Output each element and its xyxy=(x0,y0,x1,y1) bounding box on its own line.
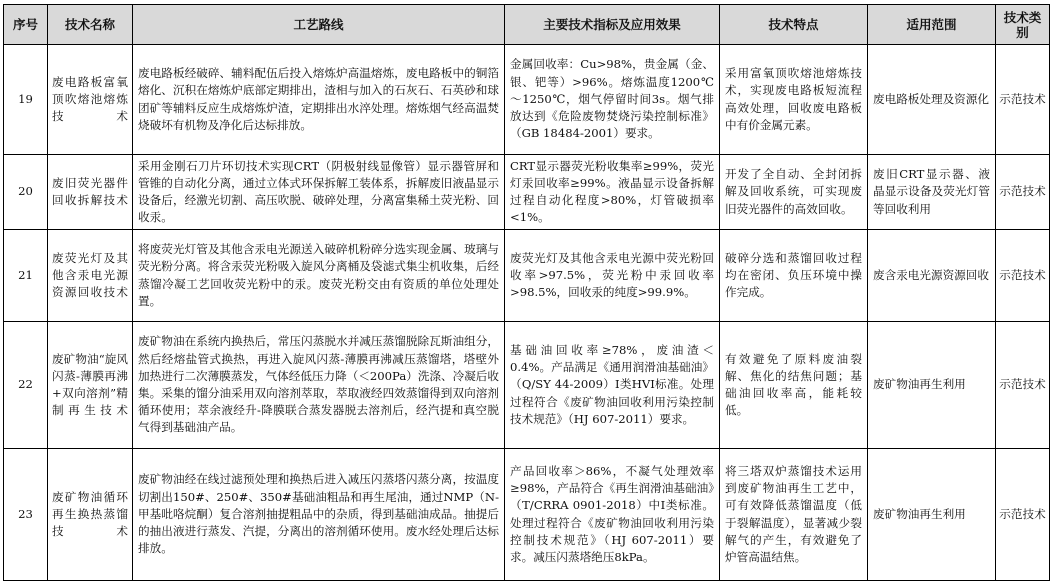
cell-no: 22 xyxy=(4,322,48,449)
cell-indicators: 金属回收率：Cu>98%，贵金属（金、银、钯等）>96%。熔炼温度1200℃～1250℃，烟气停留时间3s。烟气排放达到《危险废物焚烧污染控制标准》（GB 18484-2001）要求。 xyxy=(505,45,720,155)
cell-scope: 废电路板处理及资源化 xyxy=(868,45,996,155)
cell-category: 示范技术 xyxy=(996,230,1050,322)
cell-no: 21 xyxy=(4,230,48,322)
technology-table xyxy=(3,4,1050,581)
cell-scope: 废含汞电光源资源回收 xyxy=(868,230,996,322)
header-indicators: 主要技术指标及应用效果 xyxy=(505,5,720,45)
table-row xyxy=(4,45,1050,155)
cell-features: 有效避免了原料废油裂解、焦化的结焦问题；基础油回收率高，能耗较低。 xyxy=(720,322,868,449)
header-no: 序号 xyxy=(4,5,48,45)
table-row xyxy=(4,322,1050,449)
cell-scope: 废矿物油再生利用 xyxy=(868,322,996,449)
cell-features: 破碎分选和蒸馏回收过程均在密闭、负压环境中操作完成。 xyxy=(720,230,868,322)
cell-category: 示范技术 xyxy=(996,449,1050,581)
cell-no: 23 xyxy=(4,449,48,581)
header-name: 技术名称 xyxy=(48,5,133,45)
cell-name: 废电路板富氧顶吹熔池熔炼技术 xyxy=(48,45,133,155)
cell-scope: 废旧CRT显示器、液晶显示设备及荧光灯管等回收利用 xyxy=(868,155,996,230)
cell-name: 废旧荧光器件回收拆解技术 xyxy=(48,155,133,230)
cell-no: 19 xyxy=(4,45,48,155)
cell-no: 20 xyxy=(4,155,48,230)
cell-indicators: 产品回收率＞86%，不凝气处理效率≥98%，产品符合《再生润滑油基础油》（T/CRRA 0901-2018）中I类标准。处理过程符合《废矿物油回收利用污染控制技术规范》（HJ 607-2011）要求。减压闪蒸塔绝压8kPa。 xyxy=(505,449,720,581)
cell-category: 示范技术 xyxy=(996,45,1050,155)
table-row xyxy=(4,230,1050,322)
header-row xyxy=(4,5,1050,45)
cell-process: 采用金刚石刀片环切技术实现CRT（阴极射线显像管）显示器管屏和管锥的自动化分离，通过立体式环保拆解工装体系，拆解废旧液晶显示设备后，经激光切割、高压吹脱、破碎处理，分离富集稀土荧光粉、回收汞。 xyxy=(133,155,505,230)
header-features: 技术特点 xyxy=(720,5,868,45)
header-category: 技术类别 xyxy=(996,5,1050,45)
table-row xyxy=(4,449,1050,581)
cell-category: 示范技术 xyxy=(996,322,1050,449)
cell-scope: 废矿物油再生利用 xyxy=(868,449,996,581)
cell-indicators: CRT显示器荧光粉收集率≥99%，荧光灯汞回收率≥99%。液晶显示设备拆解过程自动化程度>80%，灯管破损率<1%。 xyxy=(505,155,720,230)
table-row xyxy=(4,155,1050,230)
cell-name: 废荧光灯及其他含汞电光源资源回收技术 xyxy=(48,230,133,322)
cell-process: 废矿物油在系统内换热后，常压闪蒸脱水并减压蒸馏脱除瓦斯油组分，然后经熔盐管式换热，再进入旋风闪蒸-薄膜再沸减压蒸馏塔，塔壁外加热进行二次薄膜蒸发，气体经低压力降（＜200Pa）洗涤、冷凝后收集。采集的馏分油采用双向溶剂萃取，萃取液经四效蒸馏得到双向溶剂循环使用；萃余液经升-降膜联合蒸发器脱去溶剂后，经汽提和真空脱气得到基础油产品。 xyxy=(133,322,505,449)
cell-process: 废电路板经破碎、辅料配伍后投入熔炼炉高温熔炼，废电路板中的铜箔熔化、沉积在熔炼炉底部定期排出，渣相与加入的石灰石、石英砂和球团矿等辅料反应生成熔炼炉渣，定期排出水淬处理。熔炼烟气经高温焚烧破坏有机物及净化后达标排放。 xyxy=(133,45,505,155)
cell-features: 开发了全自动、全封闭拆解及回收系统，可实现废旧荧光器件的高效回收。 xyxy=(720,155,868,230)
cell-process: 废矿物油经在线过滤预处理和换热后进入减压闪蒸塔闪蒸分离，按温度切割出150#、250#、350#基础油粗品和再生尾油，通过NMP（N-甲基吡咯烷酮）复合溶剂抽提粗品中的杂质，得到基础油成品。抽提后的抽出液进行蒸发、汽提，分离出的溶剂循环使用。废水经处理后达标排放。 xyxy=(133,449,505,581)
cell-features: 采用富氧顶吹熔池熔炼技术，实现废电路板短流程高效处理，回收废电路板中有价金属元素。 xyxy=(720,45,868,155)
cell-process: 将废荧光灯管及其他含汞电光源送入破碎机粉碎分选实现金属、玻璃与荧光粉分离。将含汞荧光粉吸入旋风分离桶及袋滤式集尘机收集，后经蒸馏冷凝工艺回收荧光粉中的汞。废荧光粉交由有资质的单位处理处置。 xyxy=(133,230,505,322)
cell-features: 将三塔双炉蒸馏技术运用到废矿物油再生工艺中，可有效降低蒸馏温度（低于裂解温度），显著减少裂解气的产生，有效避免了炉管高温结焦。 xyxy=(720,449,868,581)
cell-name: 废矿物油“旋风闪蒸-薄膜再沸+双向溶剂”精制再生技术 xyxy=(48,322,133,449)
cell-indicators: 废荧光灯及其他含汞电光源中荧光粉回收率>97.5%，荧光粉中汞回收率>98.5%，回收汞的纯度>99.9%。 xyxy=(505,230,720,322)
cell-indicators: 基础油回收率≥78%，废油渣＜0.4%。产品满足《通用润滑油基础油》（Q/SY 44-2009）I类HVI标准。处理过程符合《废矿物油回收利用污染控制技术规范》（HJ 607-2011）要求。 xyxy=(505,322,720,449)
header-scope: 适用范围 xyxy=(868,5,996,45)
cell-name: 废矿物油循环再生换热蒸馏技术 xyxy=(48,449,133,581)
cell-category: 示范技术 xyxy=(996,155,1050,230)
header-process: 工艺路线 xyxy=(133,5,505,45)
